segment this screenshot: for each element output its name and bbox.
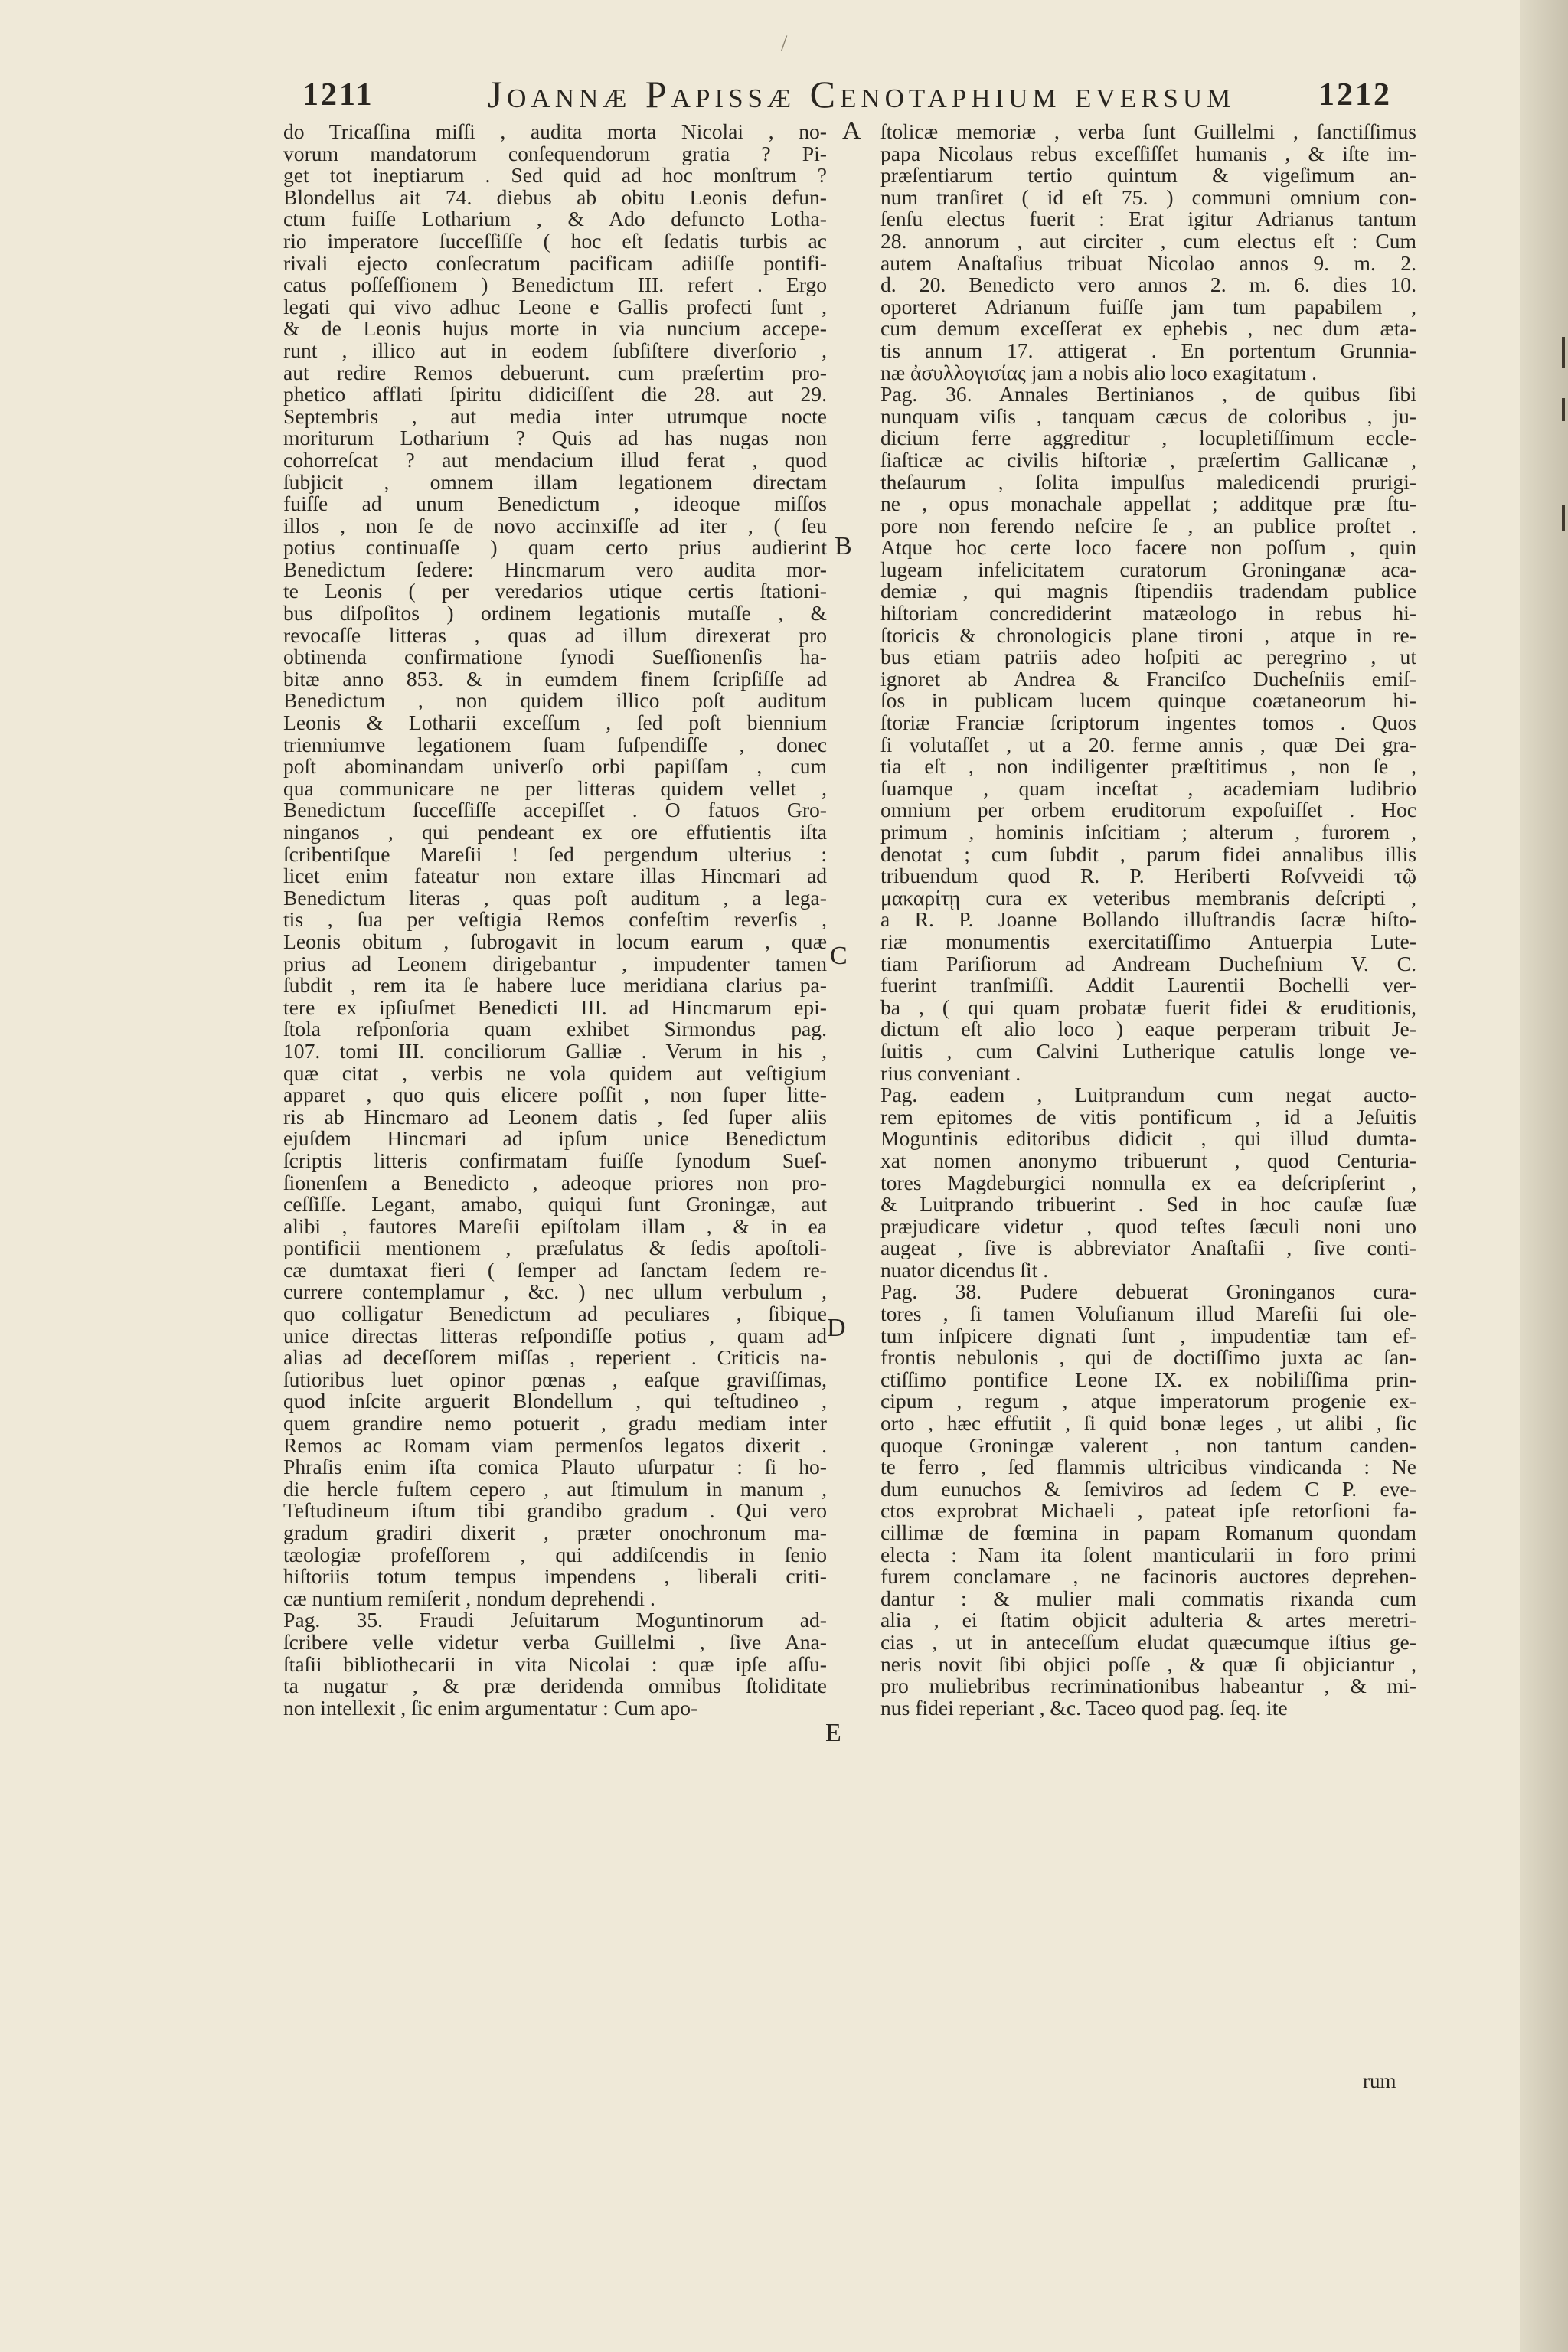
text-line: dictum eſt alio loco ) eaque perperam tribuit Je- (880, 1017, 1416, 1041)
text-line: præſentiarum tertio quintum & vigeſimum an- (880, 163, 1416, 188)
text-line: Leonis obitum , ſubrogavit in locum earum , quæ (283, 929, 827, 953)
text-line: hiſtoriam concrediderint matæologo in rebus hi- (880, 601, 1416, 626)
text-line: orto , hæc effutiit , ſi quid bonæ leges , ut alibi , ſic (880, 1411, 1416, 1436)
text-line: alibi , fautores Mareſii epiſtolam illam , & in ea (283, 1214, 827, 1238)
text-line: prius ad Leonem dirigebantur , impudenter tamen (283, 951, 827, 975)
text-line: theſaurum , ſolita impulſus maledicendi prurigi- (880, 469, 1416, 494)
text-line: tores Magdeburgici nonnulla ex ea deſcripſerint , (880, 1170, 1416, 1194)
text-line: ſcriptis litteris confirmatam fuiſſe ſynodum Sueſ- (283, 1148, 827, 1172)
text-line: xat nomen anonymo tribuerunt , quod Centuria- (880, 1148, 1416, 1172)
text-line: ta nugatur , & præ deridenda omnibus ſtoliditate (283, 1674, 827, 1698)
margin-letter-b: B (835, 532, 852, 560)
text-line: pontificii mentionem , præſulatus & ſedis apoſtoli- (283, 1236, 827, 1260)
text-line: ctiſſimo pontifice Leone IX. ex nobiliſſima prin- (880, 1367, 1416, 1391)
text-line: illos , non ſe de novo accinxiſſe ad iter , ( ſeu (283, 513, 827, 537)
text-line: do Tricaſſina miſſi , audita morta Nicolai , no- (283, 119, 827, 143)
text-line: ſionenſem a Benedicto , adeoque priores non pro- (283, 1170, 827, 1194)
text-line: nunquam viſis , tanquam cæcus de coloribus , ju- (880, 403, 1416, 428)
text-line: ninganos , qui pendeant ex ore effutientis iſta (283, 820, 827, 844)
text-line: phetico afflati ſpiritu didiciſſent die 28. aut 29. (283, 382, 827, 407)
text-line: te ferro , ſed flammis ultricibus vindicanda : Ne (880, 1455, 1416, 1479)
text-line: cum demum exceſſerat ex ephebis , nec dum æta- (880, 316, 1416, 341)
text-line: catus poſſeſſionem ) Benedictum III. refert . Ergo (283, 273, 827, 297)
text-line: a R. P. Joanne Bollando illuſtrandis ſacræ hiſto- (880, 907, 1416, 932)
text-line: Pag. 36. Annales Bertinianos , de quibus ſibi (880, 382, 1416, 407)
text-line: cipum , regum , atque imperatorum progenie ex- (880, 1389, 1416, 1413)
text-line: papa Nicolaus rebus exceſſiſſet humanis , & iſte im- (880, 141, 1416, 165)
text-line: Pag. 38. Pudere debuerat Groninganos cura- (880, 1279, 1416, 1304)
text-line: ceſſiſſe. Legant, amabo, quiqui ſunt Groningæ, aut (283, 1192, 827, 1217)
text-line: Leonis & Lotharii exceſſum , ſed poſt biennium (283, 710, 827, 735)
catchword: rum (1363, 2069, 1396, 2092)
text-line: Phraſis enim iſta comica Plauto uſurpatur : ſi ho- (283, 1455, 827, 1479)
text-line: Remos ac Romam viam permenſos legatos dixerit . (283, 1432, 827, 1457)
text-line: rem epitomes de vitis pontificum , id a Jeſuitis (880, 1104, 1416, 1129)
text-line: cias , ut in anteceſſum eludat quæcumque iſtius ge- (880, 1629, 1416, 1654)
text-line: tia eſt , non indiligenter præſtitimus , non ſe , (880, 754, 1416, 779)
text-line: & de Leonis hujus morte in via nuncium accepe- (283, 316, 827, 341)
text-line: quo colligatur Benedictum ad peculiares , ſibique (283, 1302, 827, 1326)
text-line: quoque Groningæ valerent , non tantum canden- (880, 1432, 1416, 1457)
text-line: nus fidei reperiant , &c. Taceo quod pag. ſeq. ite (880, 1695, 1288, 1720)
text-line: Teſtudineum iſtum tibi grandibo gradum . Qui vero (283, 1498, 827, 1523)
text-line: ſiaſticæ ac civilis hiſtoriæ , præſertim Gallicanæ , (880, 447, 1416, 472)
text-line: ſtoricis & chronologicis plane tironi , atque in re- (880, 622, 1416, 647)
text-line: ejuſdem Hincmari ad ipſum unice Benedictum (283, 1126, 827, 1151)
text-line: primum , hominis inſcitiam ; alterum , furorem , (880, 820, 1416, 844)
text-line: furem conclamare , ne facinoris auctores deprehen- (880, 1564, 1416, 1589)
text-line: Moguntinis editoribus didicit , qui illud dumta- (880, 1126, 1416, 1151)
text-line: qua communicare ne per litteras quidem vellet , (283, 776, 827, 800)
margin-letter-c: C (830, 942, 848, 970)
text-line: num tranſiret ( id eſt 75. ) communi omnium con- (880, 185, 1416, 209)
text-line: Benedictum ſucceſſiſſe accepiſſet . O fatuos Gro- (283, 798, 827, 822)
text-line: riæ monumentis exercitatiſſimo Antuerpia Lute- (880, 929, 1416, 953)
text-line: nuator dicendus ſit . (880, 1257, 1049, 1282)
text-line: revocaſſe litteras , quas ad illum direxerat pro (283, 622, 827, 647)
text-line: μακαρίτῃ cura ex veteribus membranis deſcripti , (880, 885, 1416, 910)
text-line: ctum fuiſſe Lotharium , & Ado defuncto Lotha- (283, 207, 827, 231)
text-line: bitæ anno 853. & in eumdem finem ſcripſiſſe ad (283, 666, 827, 691)
text-line: ſubjicit , omnem illam legationem directam (283, 469, 827, 494)
text-line: oporteret Adrianum fuiſſe jam tum papabilem , (880, 294, 1416, 318)
text-line: demiæ , qui magnis ſtipendiis tradendam publice (880, 579, 1416, 603)
text-line: rivali ejecto conſecratum pacificam adiiſſe pontifi- (283, 250, 827, 275)
text-line: tæologiæ profeſſorem , qui addiſcendis in ſenio (283, 1542, 827, 1566)
text-line: aut redire Remos debuerunt. cum præſertim pro- (283, 360, 827, 384)
text-line: Pag. 35. Fraudi Jeſuitarum Moguntinorum ad- (283, 1608, 827, 1632)
text-line: d. 20. Benedicto vero annos 2. m. 6. dies 10. (880, 273, 1416, 297)
text-line: bus etiam patriis adeo hoſpiti ac peregrino , ut (880, 645, 1416, 669)
text-line: alias ad deceſſorem miſſas , reperient . Criticis na- (283, 1345, 827, 1370)
text-line: unice directas litteras reſpondiſſe potius , quam ad (283, 1323, 827, 1348)
text-line: Septembris , aut media inter utrumque nocte (283, 403, 827, 428)
text-line: te Leonis ( per veredarios utique certis ſtationi- (283, 579, 827, 603)
text-line: hiſtoriis totum tempus impendens , liberali criti- (283, 1564, 827, 1589)
text-line: potius continuaſſe ) quam certo prius audierint (283, 535, 827, 560)
text-line: cæ nuntium remiſerit , nondum deprehendi . (283, 1586, 655, 1610)
text-line: ignoret ab Andrea & Franciſco Ducheſniis emiſ- (880, 666, 1416, 691)
text-line: ſtolicæ memoriæ , verba ſunt Guillelmi , ſanctiſſimus (880, 119, 1416, 143)
text-line: ctos exprobrat Michaeli , pateat ipſe retorſioni fa- (880, 1498, 1416, 1523)
text-line: quod inſcite arguerit Blondellum , qui teſtudineo , (283, 1389, 827, 1413)
text-line: omnium per orbem eruditorum expoſuiſſet . Hoc (880, 798, 1416, 822)
text-line: obtinenda confirmatione ſynodi Sueſſionenſis ha- (283, 645, 827, 669)
text-line: tis , ſua per veſtigia Remos confeſtim reverſis , (283, 907, 827, 932)
text-line: trienniumve legationem ſuam ſuſpendiſſe , donec (283, 732, 827, 756)
text-line: frontis nebulonis , qui de doctiſſimo juxta ac ſan- (880, 1345, 1416, 1370)
text-line: 107. tomi III. conciliorum Galliæ . Verum in his , (283, 1038, 827, 1063)
text-line: cohorreſcat ? aut mendacium illud ferat , quod (283, 447, 827, 472)
top-mark: / (781, 31, 788, 56)
text-line: apparet , quo quis elicere poſſit , non ſuper litte- (283, 1083, 827, 1107)
right-page-number: 1212 (1318, 77, 1392, 113)
text-line: electa : Nam ita ſolent manticularii in foro primi (880, 1542, 1416, 1566)
text-line: rio imperatore ſucceſſiſſe ( hoc eſt ſedatis turbis ac (283, 228, 827, 253)
text-line: runt , illico aut in eodem ſubſiſtere diverſorio , (283, 338, 827, 362)
text-line: vorum mandatorum conſequendorum gratia ? Pi- (283, 141, 827, 165)
text-line: currere contemplamur , &c. ) nec ullum verbulum , (283, 1279, 827, 1304)
text-line: moriturum Lotharium ? Quis ad has nugas non (283, 426, 827, 450)
text-line: ſtola reſponſoria quam exhibet Sirmondus pag. (283, 1017, 827, 1041)
text-line: ſos in publicam lucem quinque coætaneorum hi- (880, 688, 1416, 713)
text-line: tere ex ipſiuſmet Benedicti III. ad Hincmarum epi- (283, 995, 827, 1019)
text-line: neris novit ſibi objici poſſe , & quæ ſi objiciantur , (880, 1651, 1416, 1676)
text-line: licet enim fateatur non extare illas Hincmari ad (283, 864, 827, 888)
text-line: ſutioribus luet opinor pœnas , eaſque graviſſimas, (283, 1367, 827, 1391)
text-line: præjudicare videtur , quod teſtes ſæculi noni uno (880, 1214, 1416, 1238)
left-page-number: 1211 (302, 77, 374, 113)
text-line: Atque hoc certe loco facere non poſſum , quin (880, 535, 1416, 560)
text-line: ſcribentiſque Mareſii ! ſed pergendum ulterius : (283, 841, 827, 866)
text-line: gradum gradiri dixerit , præter onochronum ma- (283, 1521, 827, 1544)
text-line: næ ἀσυλλογισίας jam a nobis alio loco exagitatum . (880, 360, 1318, 384)
text-line: die hercle fuſtem cepero , aut ſtimulum in manum , (283, 1476, 827, 1501)
margin-letter-e: E (825, 1719, 841, 1747)
text-line: fuerint tranſmiſſi. Addit Laurentii Bochelli ver- (880, 973, 1416, 998)
text-line: legati qui vivo adhuc Leone e Gallis profecti ſunt , (283, 294, 827, 318)
right-column (880, 121, 1416, 1719)
text-line: & Luitprando tribuerint . Sed in hoc cauſæ ſuæ (880, 1192, 1416, 1217)
page-header (0, 73, 1455, 116)
text-line: ſuamque , quam inceſtat , academiam ludibrio (880, 776, 1416, 800)
text-line: ris ab Hincmaro ad Leonem datis , ſed ſuper aliis (283, 1104, 827, 1129)
text-line: ſtoriæ Franciæ ſcriptorum ingentes tomos . Quos (880, 710, 1416, 735)
text-line: tum inſpicere dignati ſunt , impudentiæ tam ef- (880, 1323, 1416, 1348)
text-line: ſubdit , rem ita ſe habere luce meridiana clarius pa- (283, 973, 827, 998)
text-line: quem grandire nemo potuerit , gradu mediam inter (283, 1411, 827, 1436)
text-line: ſuitis , cum Calvini Lutherique catulis longe ve- (880, 1038, 1416, 1063)
text-line: dicium ferre aggreditur , locupletiſſimum eccle- (880, 426, 1416, 450)
text-line: Benedictum ſedere: Hincmarum vero audita mor- (283, 557, 827, 581)
text-line: rius conveniant . (880, 1060, 1021, 1085)
text-line: 28. annorum , aut circiter , cum electus eſt : Cum (880, 228, 1416, 253)
text-line: non intellexit , ſic enim argumentatur : Cum apo- (283, 1695, 698, 1720)
text-line: Benedictum literas , quas poſt auditum , a lega- (283, 885, 827, 910)
margin-letter-a: A (842, 116, 861, 145)
text-line: ba , ( qui quam probatæ fuerit fidei & eruditionis, (880, 995, 1416, 1019)
text-line: ſenſu electus fuerit : Erat igitur Adrianus tantum (880, 207, 1416, 231)
text-line: ſcribere velle videtur verba Guillelmi , ſive Ana- (283, 1629, 827, 1654)
text-line: ſi volutaſſet , ut a 20. ferme annis , quæ Dei gra- (880, 732, 1416, 756)
text-line: quæ citat , verbis ne vola quidem aut veſtigium (283, 1060, 827, 1085)
text-line: fuiſſe ad unum Benedictum , ideoque miſſos (283, 492, 827, 516)
text-line: tis annum 17. attigerat . En portentum Grunnia- (880, 338, 1416, 362)
text-line: tribuendum quod R. P. Heriberti Roſvveidi τῷ (880, 864, 1416, 888)
text-line: lugeam infelicitatem curatorum Groninganæ aca- (880, 557, 1416, 581)
text-line: Pag. eadem , Luitprandum cum negat aucto- (880, 1083, 1416, 1107)
running-title: Joannæ Papissæ Cenotaphium eversum (487, 73, 1236, 116)
text-line: dantur : & mulier mali commatis rixanda cum (880, 1586, 1416, 1610)
text-line: dum eunuchos & ſemiviros ad ſedem C P. eve- (880, 1476, 1416, 1501)
text-line: alia , ei ſtatim objicit adulteria & artes meretri- (880, 1608, 1416, 1632)
text-line: tores , ſi tamen Voluſianum illud Mareſii ſui ole- (880, 1302, 1416, 1326)
text-line: cæ dumtaxat fieri ( ſemper ad ſanctam ſedem re- (283, 1257, 827, 1282)
text-line: Blondellus ait 74. diebus ab obitu Leonis defun- (283, 185, 827, 209)
text-line: pro muliebribus recriminationibus habeantur , & mi- (880, 1674, 1416, 1698)
left-column (283, 121, 827, 1719)
margin-letter-d: D (827, 1314, 846, 1342)
text-line: denotat ; cum ſubdit , parum fidei annalibus illis (880, 841, 1416, 866)
text-line: bus diſpoſitos ) ordinem legationis mutaſſe , & (283, 601, 827, 626)
text-line: augeat , ſive is abbreviator Anaſtaſii , ſive conti- (880, 1236, 1416, 1260)
text-line: poſt abominandam univerſo orbi papiſſam , cum (283, 754, 827, 779)
text-line: get tot ineptiarum . Sed quid ad hoc monſtrum ? (283, 163, 827, 188)
text-line: pore non ferendo neſcire ſe , an publice proſtet . (880, 513, 1416, 537)
page-shadow (1522, 0, 1568, 2352)
text-line: ne , opus monachale appellat ; additque præ ſtu- (880, 492, 1416, 516)
text-line: autem Anaſtaſius tribuat Nicolao annos 9. m. 2. (880, 250, 1416, 275)
text-line: tiam Pariſiorum ad Andream Ducheſnium V. C. (880, 951, 1416, 975)
text-line: cillimæ de fœmina in papam Romanum quondam (880, 1521, 1416, 1544)
text-line: Benedictum , non quidem illico poſt auditum (283, 688, 827, 713)
text-line: ſtaſii bibliothecarii in vita Nicolai : quæ ipſe aſſu- (283, 1651, 827, 1676)
